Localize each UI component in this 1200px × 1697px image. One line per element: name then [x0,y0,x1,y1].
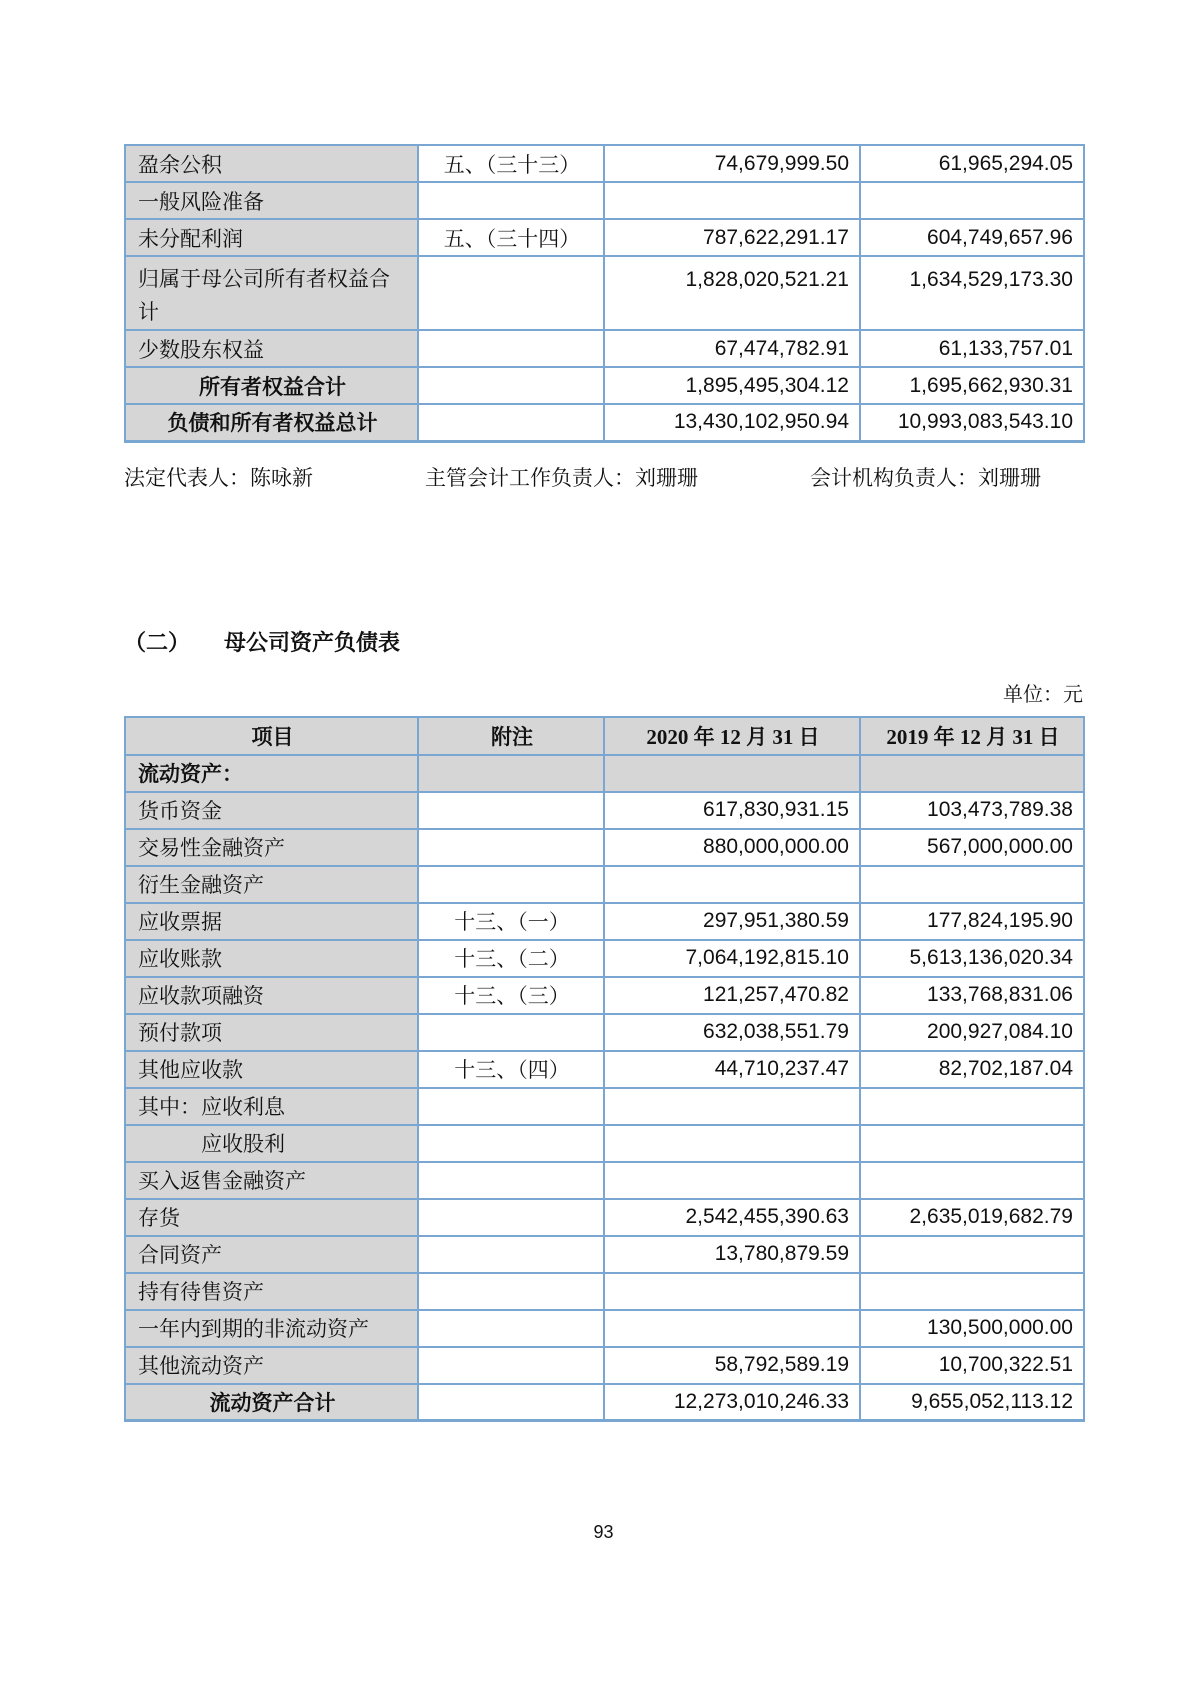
item-cell: 应收账款 [125,940,418,977]
item-cell: 衍生金融资产 [125,866,418,903]
value-2020-cell: 121,257,470.82 [604,977,860,1014]
value-2019-cell: 604,749,657.96 [860,219,1084,256]
balance-sheet-header [125,717,1084,755]
value-2019-cell [860,1088,1084,1125]
value-2020-cell [604,866,860,903]
value-2020-cell [604,1125,860,1162]
note-cell [418,330,604,367]
page-number: 93 [593,1522,614,1542]
table-row [125,1384,1084,1421]
table-row [125,977,1084,1014]
item-cell: 其他流动资产 [125,1347,418,1384]
signature-line [124,463,1083,493]
value-2020-cell: 1,895,495,304.12 [604,367,860,404]
value-2020-cell: 12,273,010,246.33 [604,1384,860,1421]
value-2020-cell: 7,064,192,815.10 [604,940,860,977]
value-2020-cell: 297,951,380.59 [604,903,860,940]
table-row [125,367,1084,404]
table-row [125,145,1084,182]
item-cell: 货币资金 [125,792,418,829]
header-note-cell: 附注 [418,717,604,755]
value-2019-cell: 567,000,000.00 [860,829,1084,866]
note-cell [418,1199,604,1236]
value-2020-cell: 2,542,455,390.63 [604,1199,860,1236]
header-item-cell: 项目 [125,717,418,755]
value-2019-cell: 5,613,136,020.34 [860,940,1084,977]
value-2019-cell: 61,965,294.05 [860,145,1084,182]
item-cell: 一年内到期的非流动资产 [125,1310,418,1347]
value-2020-cell: 13,780,879.59 [604,1236,860,1273]
value-2020-cell: 787,622,291.17 [604,219,860,256]
table-row [125,256,1084,330]
value-2019-cell: 103,473,789.38 [860,792,1084,829]
item-cell: 买入返售金融资产 [125,1162,418,1199]
value-2019-cell [860,182,1084,219]
item-cell: 应收股利 [125,1125,418,1162]
item-cell: 归属于母公司所有者权益合计 [125,256,418,330]
value-2020-cell: 44,710,237.47 [604,1051,860,1088]
legal-representative-signature: 法定代表人：陈咏新 [124,465,313,490]
item-cell: 应收票据 [125,903,418,940]
value-2019-cell: 1,695,662,930.31 [860,367,1084,404]
value-2020-cell [604,1162,860,1199]
section-title: 母公司资产负债表 [224,629,401,655]
value-2019-cell: 130,500,000.00 [860,1310,1084,1347]
table-row [125,1162,1084,1199]
value-2020-cell [604,1310,860,1347]
item-cell: 持有待售资产 [125,1273,418,1310]
unit-label: 单位：元 [1003,683,1083,706]
value-2020-cell [604,1273,860,1310]
header-2019-cell: 2019 年 12 月 31 日 [860,717,1084,755]
value-2019-cell [860,1162,1084,1199]
table-row [125,1310,1084,1347]
table-row [125,404,1084,441]
table-row [125,330,1084,367]
table-header-row [125,717,1084,755]
note-cell [418,755,604,792]
value-2020-cell: 617,830,931.15 [604,792,860,829]
consolidated-equity-table [124,144,1085,443]
accounting-department-head-signature: 会计机构负责人：刘珊珊 [810,465,1041,490]
value-2020-cell [604,1088,860,1125]
note-cell [418,1384,604,1421]
value-2020-cell [604,755,860,792]
item-cell: 应收款项融资 [125,977,418,1014]
value-2019-cell [860,1125,1084,1162]
table-row [125,219,1084,256]
value-2019-cell [860,755,1084,792]
table-row [125,1273,1084,1310]
table-row [125,755,1084,792]
note-cell [418,1347,604,1384]
table-row [125,182,1084,219]
note-cell: 十三、（二） [418,940,604,977]
note-cell [418,1236,604,1273]
value-2019-cell: 61,133,757.01 [860,330,1084,367]
item-cell: 所有者权益合计 [125,367,418,404]
value-2019-cell: 1,634,529,173.30 [860,256,1084,330]
item-cell: 负债和所有者权益总计 [125,404,418,441]
balance-sheet-body [125,755,1084,1421]
table-row [125,1347,1084,1384]
item-cell: 交易性金融资产 [125,829,418,866]
note-cell: 十三、（三） [418,977,604,1014]
item-cell: 少数股东权益 [125,330,418,367]
value-2019-cell: 133,768,831.06 [860,977,1084,1014]
item-cell: 盈余公积 [125,145,418,182]
value-2019-cell: 10,700,322.51 [860,1347,1084,1384]
note-cell [418,182,604,219]
item-cell: 其他应收款 [125,1051,418,1088]
value-2020-cell: 74,679,999.50 [604,145,860,182]
table-row [125,1125,1084,1162]
note-cell [418,404,604,441]
table-row [125,903,1084,940]
value-2019-cell: 2,635,019,682.79 [860,1199,1084,1236]
table-row [125,1051,1084,1088]
table-row [125,1014,1084,1051]
value-2020-cell: 880,000,000.00 [604,829,860,866]
note-cell: 十三、（四） [418,1051,604,1088]
value-2019-cell [860,1236,1084,1273]
chief-accountant-signature: 主管会计工作负责人：刘珊珊 [425,465,698,490]
value-2019-cell [860,1273,1084,1310]
item-cell: 未分配利润 [125,219,418,256]
parent-balance-sheet-table [124,716,1085,1423]
note-cell [418,256,604,330]
section-heading [124,629,1083,657]
note-cell [418,866,604,903]
value-2020-cell: 58,792,589.19 [604,1347,860,1384]
note-cell [418,367,604,404]
content-area [124,0,1083,1543]
value-2019-cell: 9,655,052,113.12 [860,1384,1084,1421]
value-2020-cell: 13,430,102,950.94 [604,404,860,441]
value-2020-cell: 1,828,020,521.21 [604,256,860,330]
note-cell [418,1273,604,1310]
note-cell: 五、（三十四） [418,219,604,256]
value-2019-cell [860,866,1084,903]
table-row [125,792,1084,829]
note-cell: 十三、（一） [418,903,604,940]
equity-table-body [125,145,1084,441]
note-cell [418,792,604,829]
table-row [125,866,1084,903]
item-cell: 流动资产： [125,755,418,792]
table-row [125,1199,1084,1236]
item-cell: 合同资产 [125,1236,418,1273]
table-row [125,1236,1084,1273]
note-cell [418,1310,604,1347]
table-row [125,1088,1084,1125]
item-cell: 预付款项 [125,1014,418,1051]
item-cell: 一般风险准备 [125,182,418,219]
item-cell: 存货 [125,1199,418,1236]
value-2020-cell: 632,038,551.79 [604,1014,860,1051]
item-cell: 流动资产合计 [125,1384,418,1421]
note-cell [418,1125,604,1162]
value-2019-cell: 10,993,083,543.10 [860,404,1084,441]
note-cell [418,1088,604,1125]
table-row [125,829,1084,866]
value-2019-cell: 200,927,084.10 [860,1014,1084,1051]
item-cell: 其中：应收利息 [125,1088,418,1125]
section-number: （二） [124,629,191,655]
note-cell: 五、（三十三） [418,145,604,182]
value-2019-cell: 177,824,195.90 [860,903,1084,940]
note-cell [418,1162,604,1199]
table-row [125,940,1084,977]
value-2020-cell: 67,474,782.91 [604,330,860,367]
value-2020-cell [604,182,860,219]
note-cell [418,1014,604,1051]
note-cell [418,829,604,866]
header-2020-cell: 2020 年 12 月 31 日 [604,717,860,755]
value-2019-cell: 82,702,187.04 [860,1051,1084,1088]
